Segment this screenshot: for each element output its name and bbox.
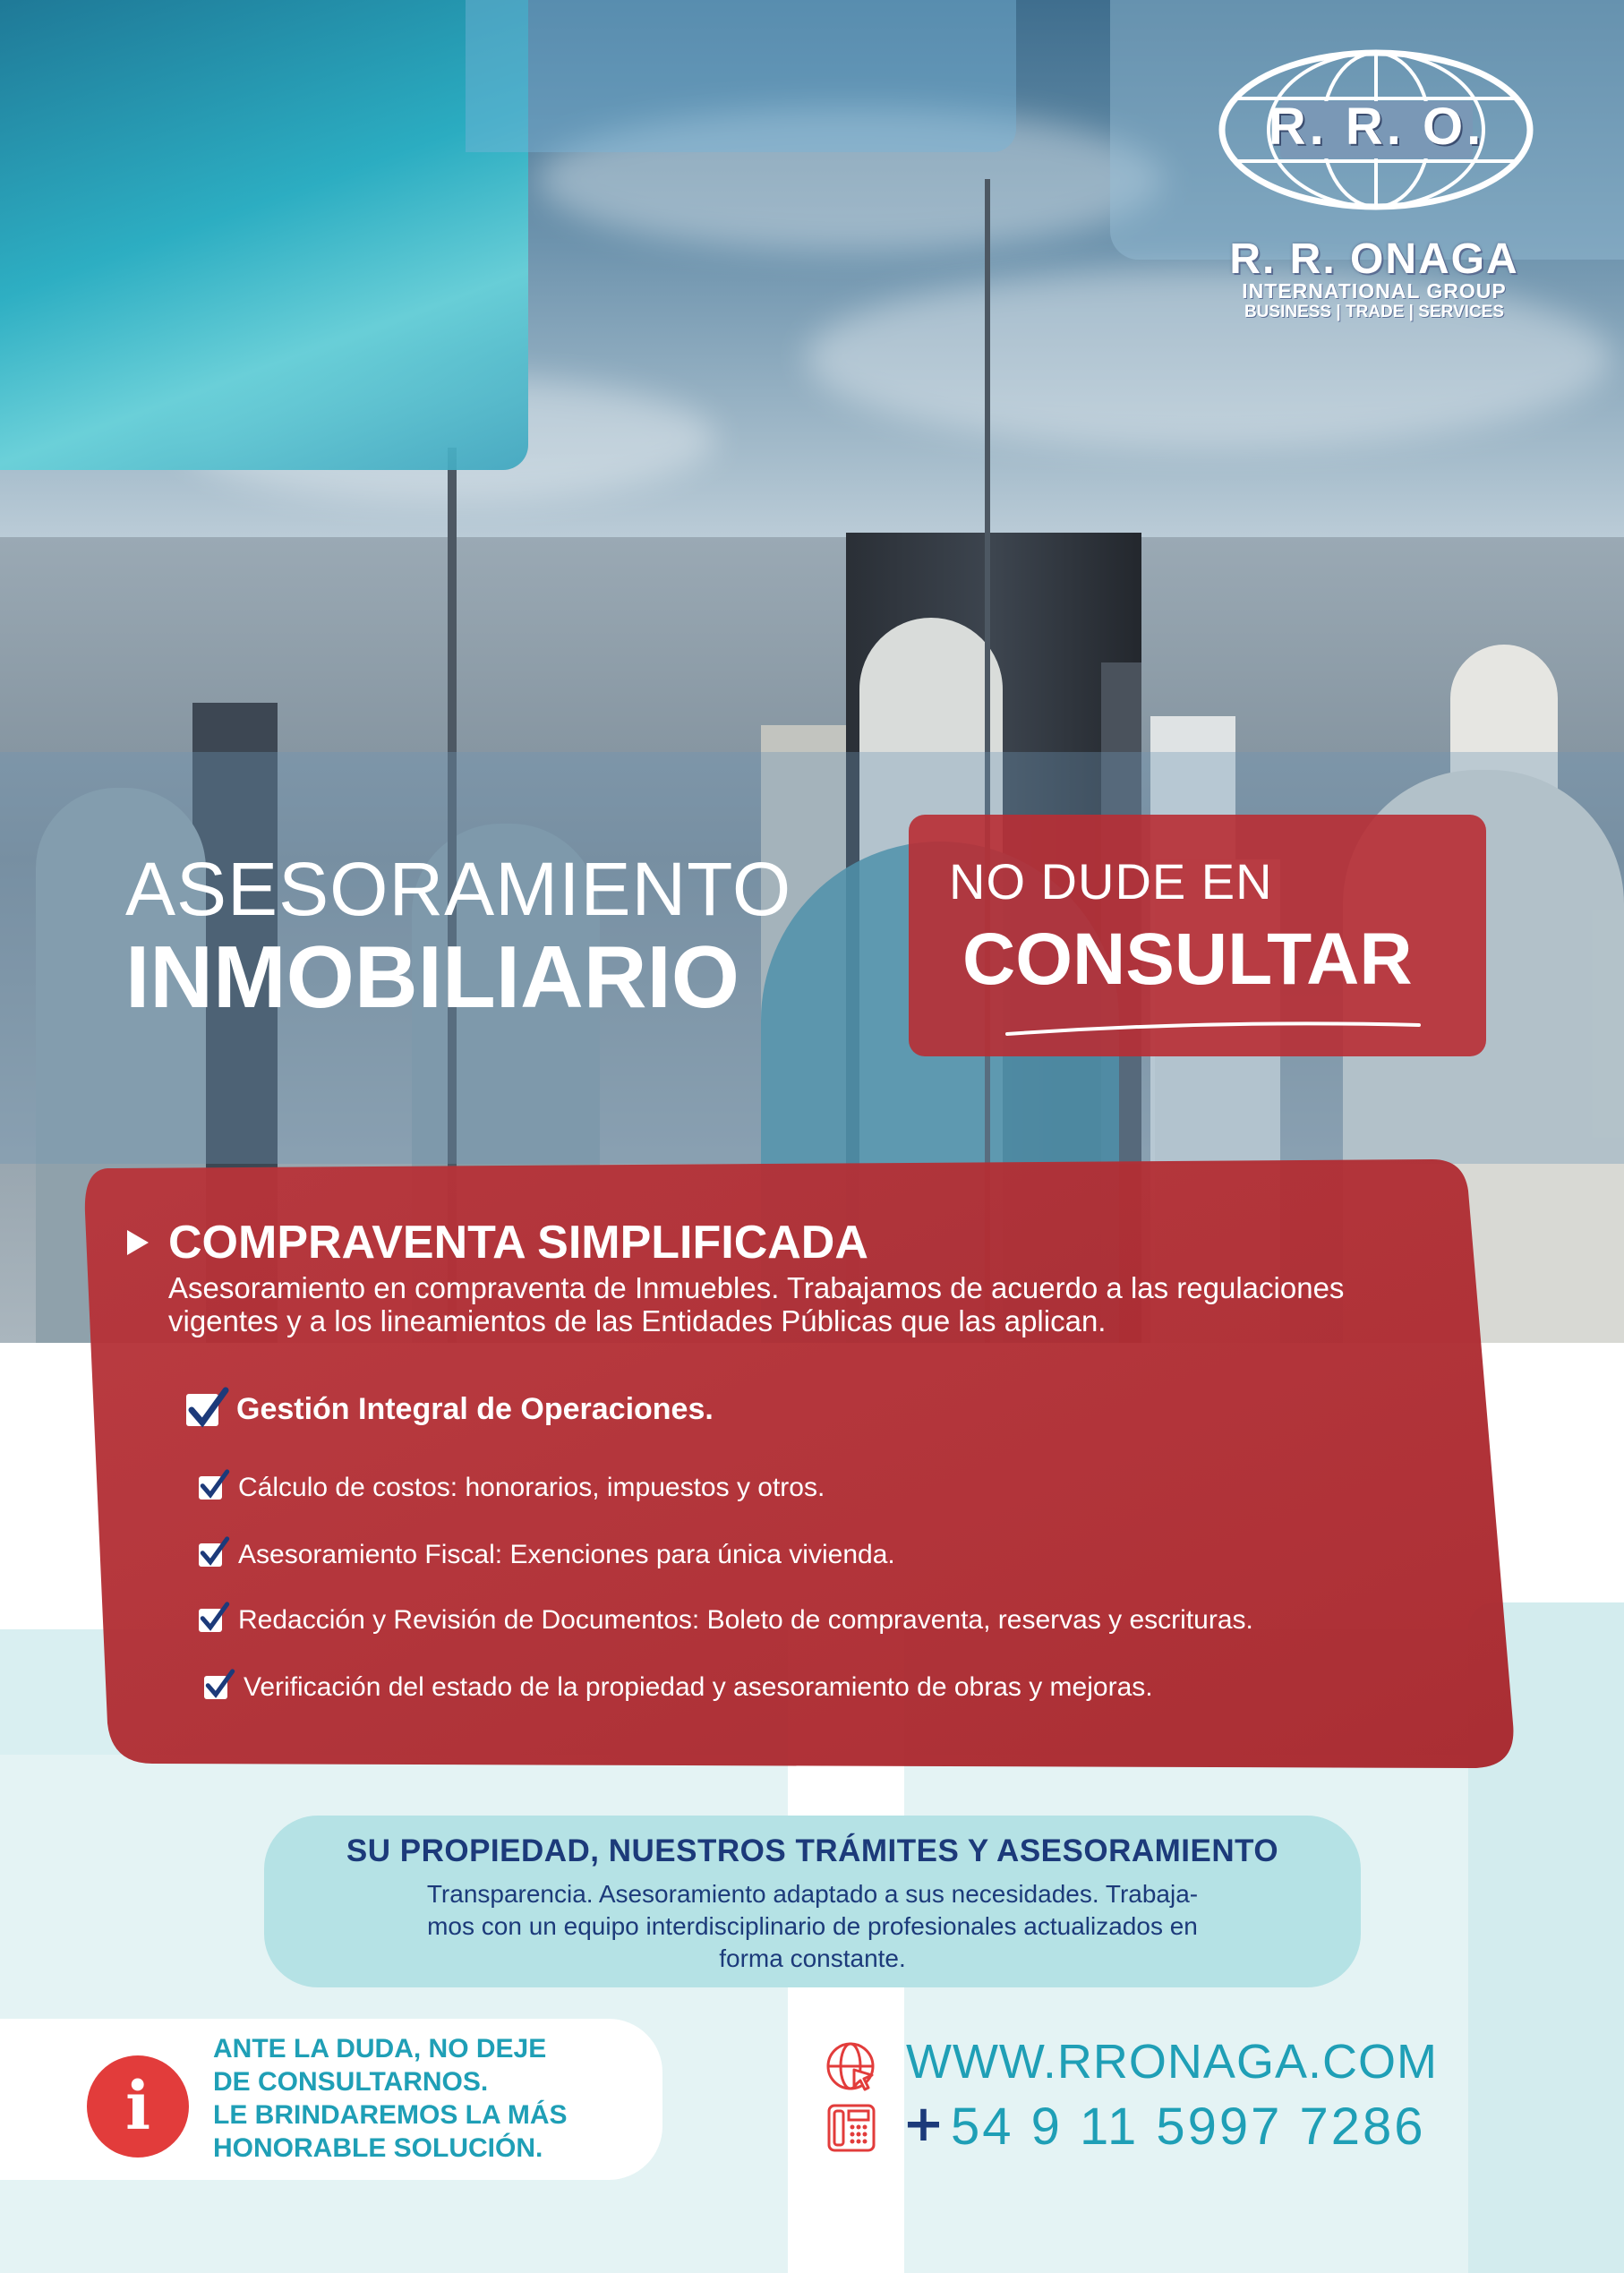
logo-subtitle: INTERNATIONAL GROUP <box>1242 279 1507 303</box>
decorative-teal-panel <box>0 0 528 470</box>
list-item <box>186 1392 714 1427</box>
info-line: ANTE LA DUDA, NO DEJE <box>213 2034 547 2064</box>
list-item <box>199 1540 895 1570</box>
phone-prefix: + <box>902 2095 944 2153</box>
checkbox-checked-icon <box>199 1476 222 1500</box>
list-item <box>204 1672 1153 1703</box>
info-line: HONORABLE SOLUCIÓN. <box>213 2133 543 2163</box>
logo-name: R. R. ONAGA <box>1229 235 1519 283</box>
list-item-label: Redacción y Revisión de Documentos: Boleto de compraventa, reservas y escrituras. <box>238 1605 1253 1635</box>
list-item-label: Verificación del estado de la propiedad y asesoramiento de obras y mejoras. <box>244 1672 1153 1702</box>
decorative-blue-panel <box>466 0 1016 152</box>
checkbox-checked-icon <box>204 1676 227 1699</box>
service-description: Asesoramiento en compraventa de Inmuebles. Trabajamos de acuerdo a las regulaciones vigentes y a los lineamientos de las Entidades Públicas que las aplican. <box>168 1271 1345 1337</box>
propiedad-description <box>327 1878 1298 1975</box>
play-arrow-icon <box>127 1230 149 1255</box>
list-item-label: Cálculo de costos: honorarios, impuestos y otros. <box>238 1473 825 1502</box>
phone-icon <box>825 2102 877 2154</box>
checkbox-checked-icon <box>186 1394 218 1426</box>
list-item-label: Asesoramiento Fiscal: Exenciones para única vivienda. <box>238 1540 895 1569</box>
info-icon: i <box>87 2055 189 2158</box>
propiedad-title: SU PROPIEDAD, NUESTROS TRÁMITES Y ASESORAMIENTO <box>346 1833 1279 1868</box>
list-item <box>199 1605 1253 1636</box>
info-line: LE BRINDAREMOS LA MÁS <box>213 2100 568 2130</box>
propiedad-line: mos con un equipo interdisciplinario de profesionales actualizados en <box>427 1912 1198 1940</box>
service-title: COMPRAVENTA SIMPLIFICADA <box>168 1217 868 1269</box>
propiedad-line: forma constante. <box>719 1944 906 1972</box>
hero-heading-line2: INMOBILIARIO <box>125 927 739 1026</box>
checkbox-checked-icon <box>199 1609 222 1632</box>
cta-line2: CONSULTAR <box>962 919 1413 1000</box>
list-item <box>199 1473 825 1503</box>
logo-tagline: BUSINESS | TRADE | SERVICES <box>1244 303 1505 321</box>
phone-number[interactable]: 54 9 11 5997 7286 <box>951 2098 1426 2156</box>
propiedad-line: Transparencia. Asesoramiento adaptado a sus necesidades. Trabaja- <box>426 1880 1199 1908</box>
list-item-label: Gestión Integral de Operaciones. <box>236 1392 714 1426</box>
website-link[interactable]: WWW.RRONAGA.COM <box>906 2035 1438 2089</box>
globe-web-icon <box>824 2039 877 2093</box>
cta-line1: NO DUDE EN <box>949 853 1273 910</box>
checkbox-checked-icon <box>199 1543 222 1567</box>
hero-heading-line1: ASESORAMIENTO <box>125 847 792 931</box>
cta-underline-swoosh <box>1003 1016 1423 1038</box>
info-text <box>213 2032 607 2165</box>
info-line: DE CONSULTARNOS. <box>213 2067 489 2097</box>
logo-monogram: R. R. O. <box>1268 98 1485 156</box>
